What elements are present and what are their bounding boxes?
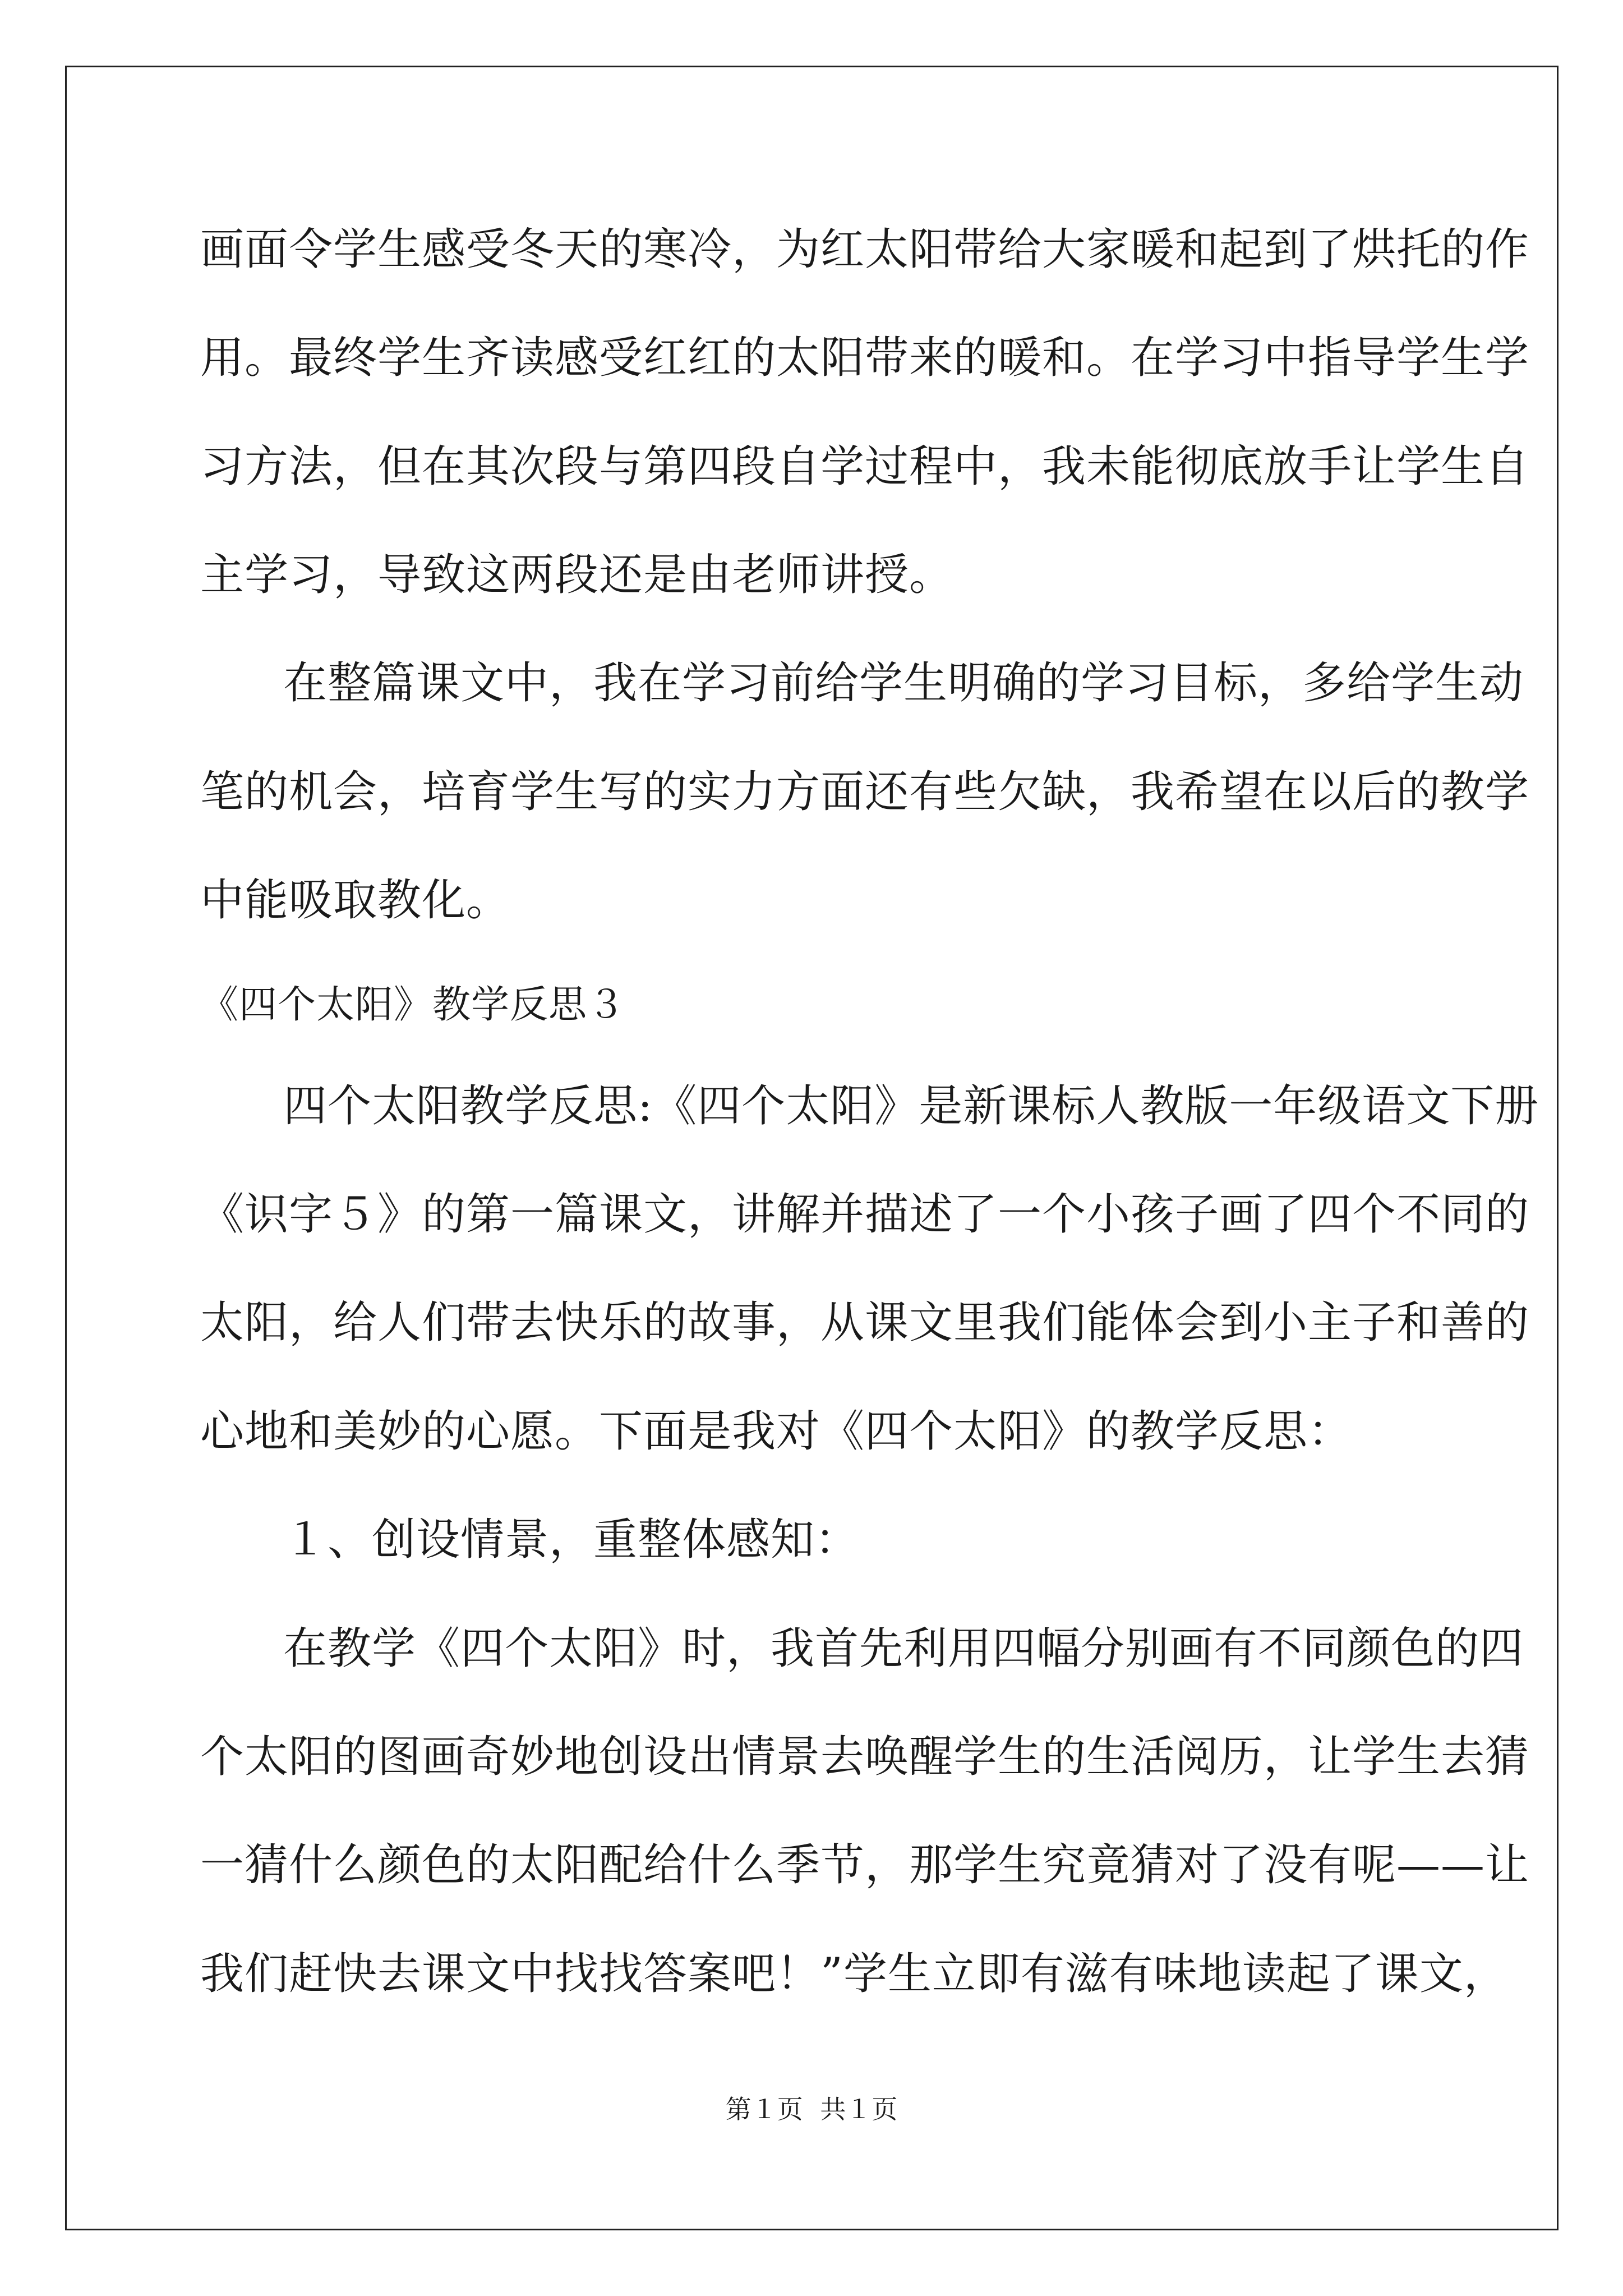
page-border — [65, 66, 1559, 2230]
paragraph-line: 我们赶快去课文中找找答案吧！”学生立即有滋有味地读起了课文， — [200, 1949, 1508, 1999]
section-heading: 《四个太阳》教学反思３ — [200, 983, 626, 1027]
paragraph-line: 笔的机会，培育学生写的实力方面还有些欠缺，我希望在以后的教学 — [200, 767, 1530, 817]
page-total: 共１页 — [820, 2094, 898, 2124]
paragraph-line: 四个太阳教学反思:《四个太阳》是新课标人教版一年级语文下册 — [283, 1081, 1539, 1131]
paragraph-line: 中能吸取教化。 — [200, 875, 511, 926]
paragraph-line: 画面令学生感受冬天的寒冷，为红太阳带给大家暖和起到了烘托的作 — [200, 224, 1530, 275]
paragraph-line: 用。最终学生齐读感受红红的太阳带来的暖和。在学习中指导学生学 — [200, 333, 1530, 383]
paragraph-line: 心地和美妙的心愿。下面是我对《四个太阳》的教学反思： — [200, 1406, 1353, 1457]
list-item-heading: １、创设情景，重整体感知： — [283, 1515, 860, 1565]
paragraph-line: 在整篇课文中，我在学习前给学生明确的学习目标，多给学生动 — [283, 658, 1524, 708]
paragraph-line: 太阳，给人们带去快乐的故事，从课文里我们能体会到小主子和善的 — [200, 1297, 1530, 1348]
page-number: 第１页 — [725, 2094, 803, 2124]
paragraph-line: 个太阳的图画奇妙地创设出情景去唤醒学生的生活阅历，让学生去猜 — [200, 1732, 1530, 1782]
paragraph-line: 一猜什么颜色的太阳配给什么季节，那学生究竟猜对了没有呢——让 — [200, 1840, 1530, 1890]
paragraph-line: 在教学《四个太阳》时，我首先利用四幅分别画有不同颜色的四 — [283, 1623, 1524, 1674]
paragraph-line: 习方法，但在其次段与第四段自学过程中，我未能彻底放手让学生自 — [200, 441, 1530, 492]
page-footer — [0, 2092, 1623, 2126]
paragraph-line: 《识字５》的第一篇课文，讲解并描述了一个小孩子画了四个不同的 — [200, 1189, 1530, 1240]
paragraph-line: 主学习，导致这两段还是由老师讲授。 — [200, 550, 954, 600]
